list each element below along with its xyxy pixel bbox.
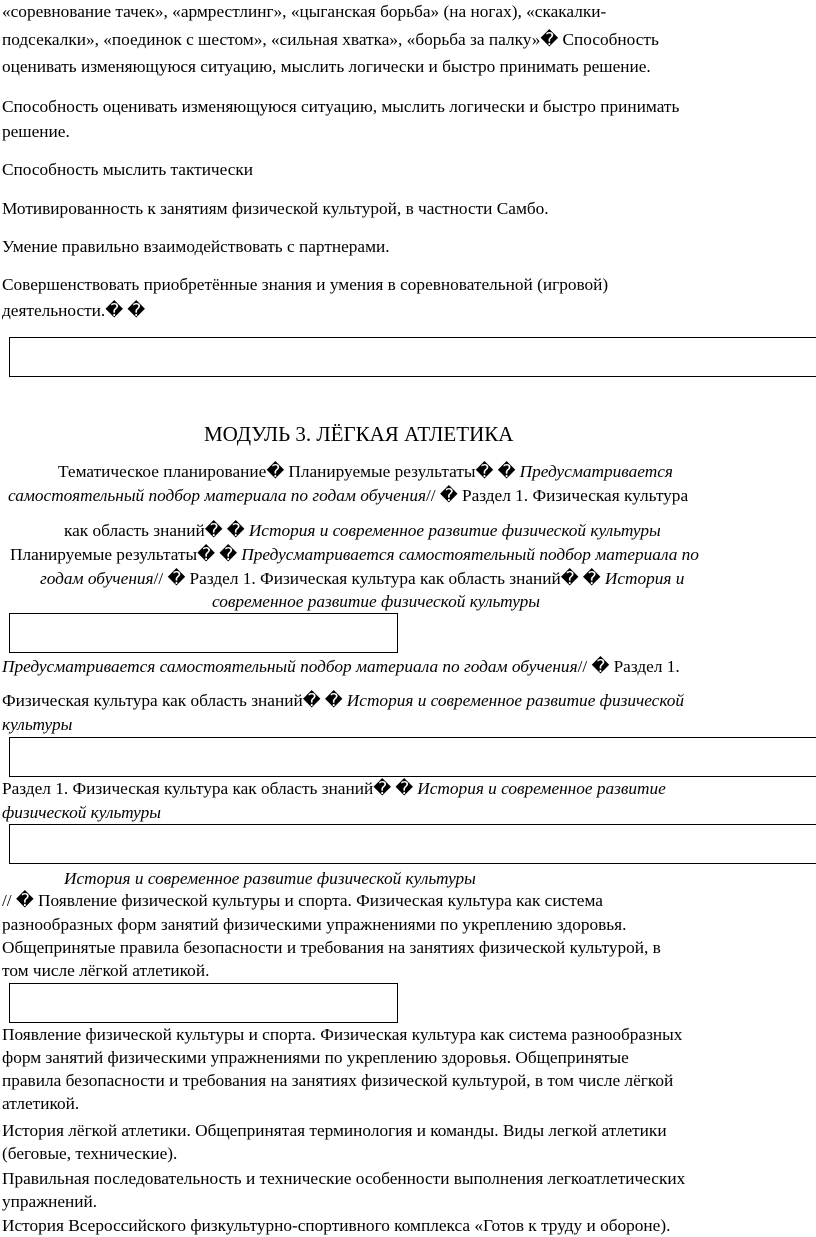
text-line: Умение правильно взаимодействовать с партнерами. [2, 237, 390, 256]
text-line: (беговые, технические). [2, 1144, 178, 1163]
text-line: том числе лёгкой атлетикой. [2, 961, 210, 980]
text-line: История лёгкой атлетики. Общепринятая терминология и команды. Виды легкой атлетики [2, 1121, 667, 1140]
empty-box [9, 983, 398, 1023]
text-line: История и современное развитие физической культуры [64, 869, 476, 888]
text-line: решение. [2, 122, 70, 141]
text-line: Планируемые результаты� � Предусматривается самостоятельный подбор материала по [10, 545, 699, 564]
module-heading: МОДУЛЬ 3. ЛЁГКАЯ АТЛЕТИКА [204, 422, 514, 446]
text-line: деятельности.� � [2, 301, 146, 320]
text-line: годам обучения// � Раздел 1. Физическая культура как область знаний� � История и [40, 569, 685, 588]
text-line: Правильная последовательность и технические особенности выполнения легкоатлетических [2, 1169, 686, 1188]
text-line: // � Появление физической культуры и спорта. Физическая культура как система [2, 891, 603, 910]
text-line: физической культуры [2, 803, 161, 822]
text-line: Мотивированность к занятиям физической культурой, в частности Самбо. [2, 199, 549, 218]
text-line: культуры [2, 715, 73, 734]
text-line: правила безопасности и требования на занятиях физической культурой, в том числе лёгкой [2, 1071, 674, 1090]
text-line: современное развитие физической культуры [212, 592, 540, 611]
empty-box [9, 737, 816, 777]
empty-box [9, 824, 816, 864]
text-line: разнообразных форм занятий физическими упражнениями по укреплению здоровья. [2, 915, 627, 934]
empty-box [9, 613, 398, 653]
text-line: оценивать изменяющуюся ситуацию, мыслить логически и быстро принимать решение. [2, 57, 651, 76]
text-line: Общепринятые правила безопасности и требования на занятиях физической культурой, в [2, 938, 661, 957]
text-line: «соревнование тачек», «армрестлинг», «цыганская борьба» (на ногах), «скакалки- [2, 2, 607, 21]
text-line: Предусматривается самостоятельный подбор материала по годам обучения// � Раздел 1. [2, 657, 680, 676]
text-line: Способность мыслить тактически [2, 160, 254, 179]
text-line: Способность оценивать изменяющуюся ситуацию, мыслить логически и быстро принимать [2, 97, 680, 116]
empty-box [9, 337, 816, 377]
text-line: История Всероссийского физкультурно-спортивного комплекса «Готов к труду и обороне). [2, 1216, 671, 1235]
text-line: Появление физической культуры и спорта. Физическая культура как система разнообразных [2, 1025, 683, 1044]
text-line: самостоятельный подбор материала по годам обучения// � Раздел 1. Физическая культура [8, 486, 689, 505]
text-line: упражнений. [2, 1192, 98, 1211]
text-line: Раздел 1. Физическая культура как область знаний� � История и современное развитие [2, 779, 666, 798]
text-line: Тематическое планирование� Планируемые результаты� � Предусматривается [58, 462, 673, 481]
text-line: атлетикой. [2, 1094, 80, 1113]
text-line: подсекалки», «поединок с шестом», «сильная хватка», «борьба за палку»� Способность [2, 30, 659, 49]
text-line: Физическая культура как область знаний� � История и современное развитие физической [2, 691, 685, 710]
text-line: форм занятий физическими упражнениями по укреплению здоровья. Общепринятые [2, 1048, 629, 1067]
text-line: как область знаний� � История и современное развитие физической культуры [64, 521, 661, 540]
text-line: Совершенствовать приобретённые знания и умения в соревновательной (игровой) [2, 275, 609, 294]
